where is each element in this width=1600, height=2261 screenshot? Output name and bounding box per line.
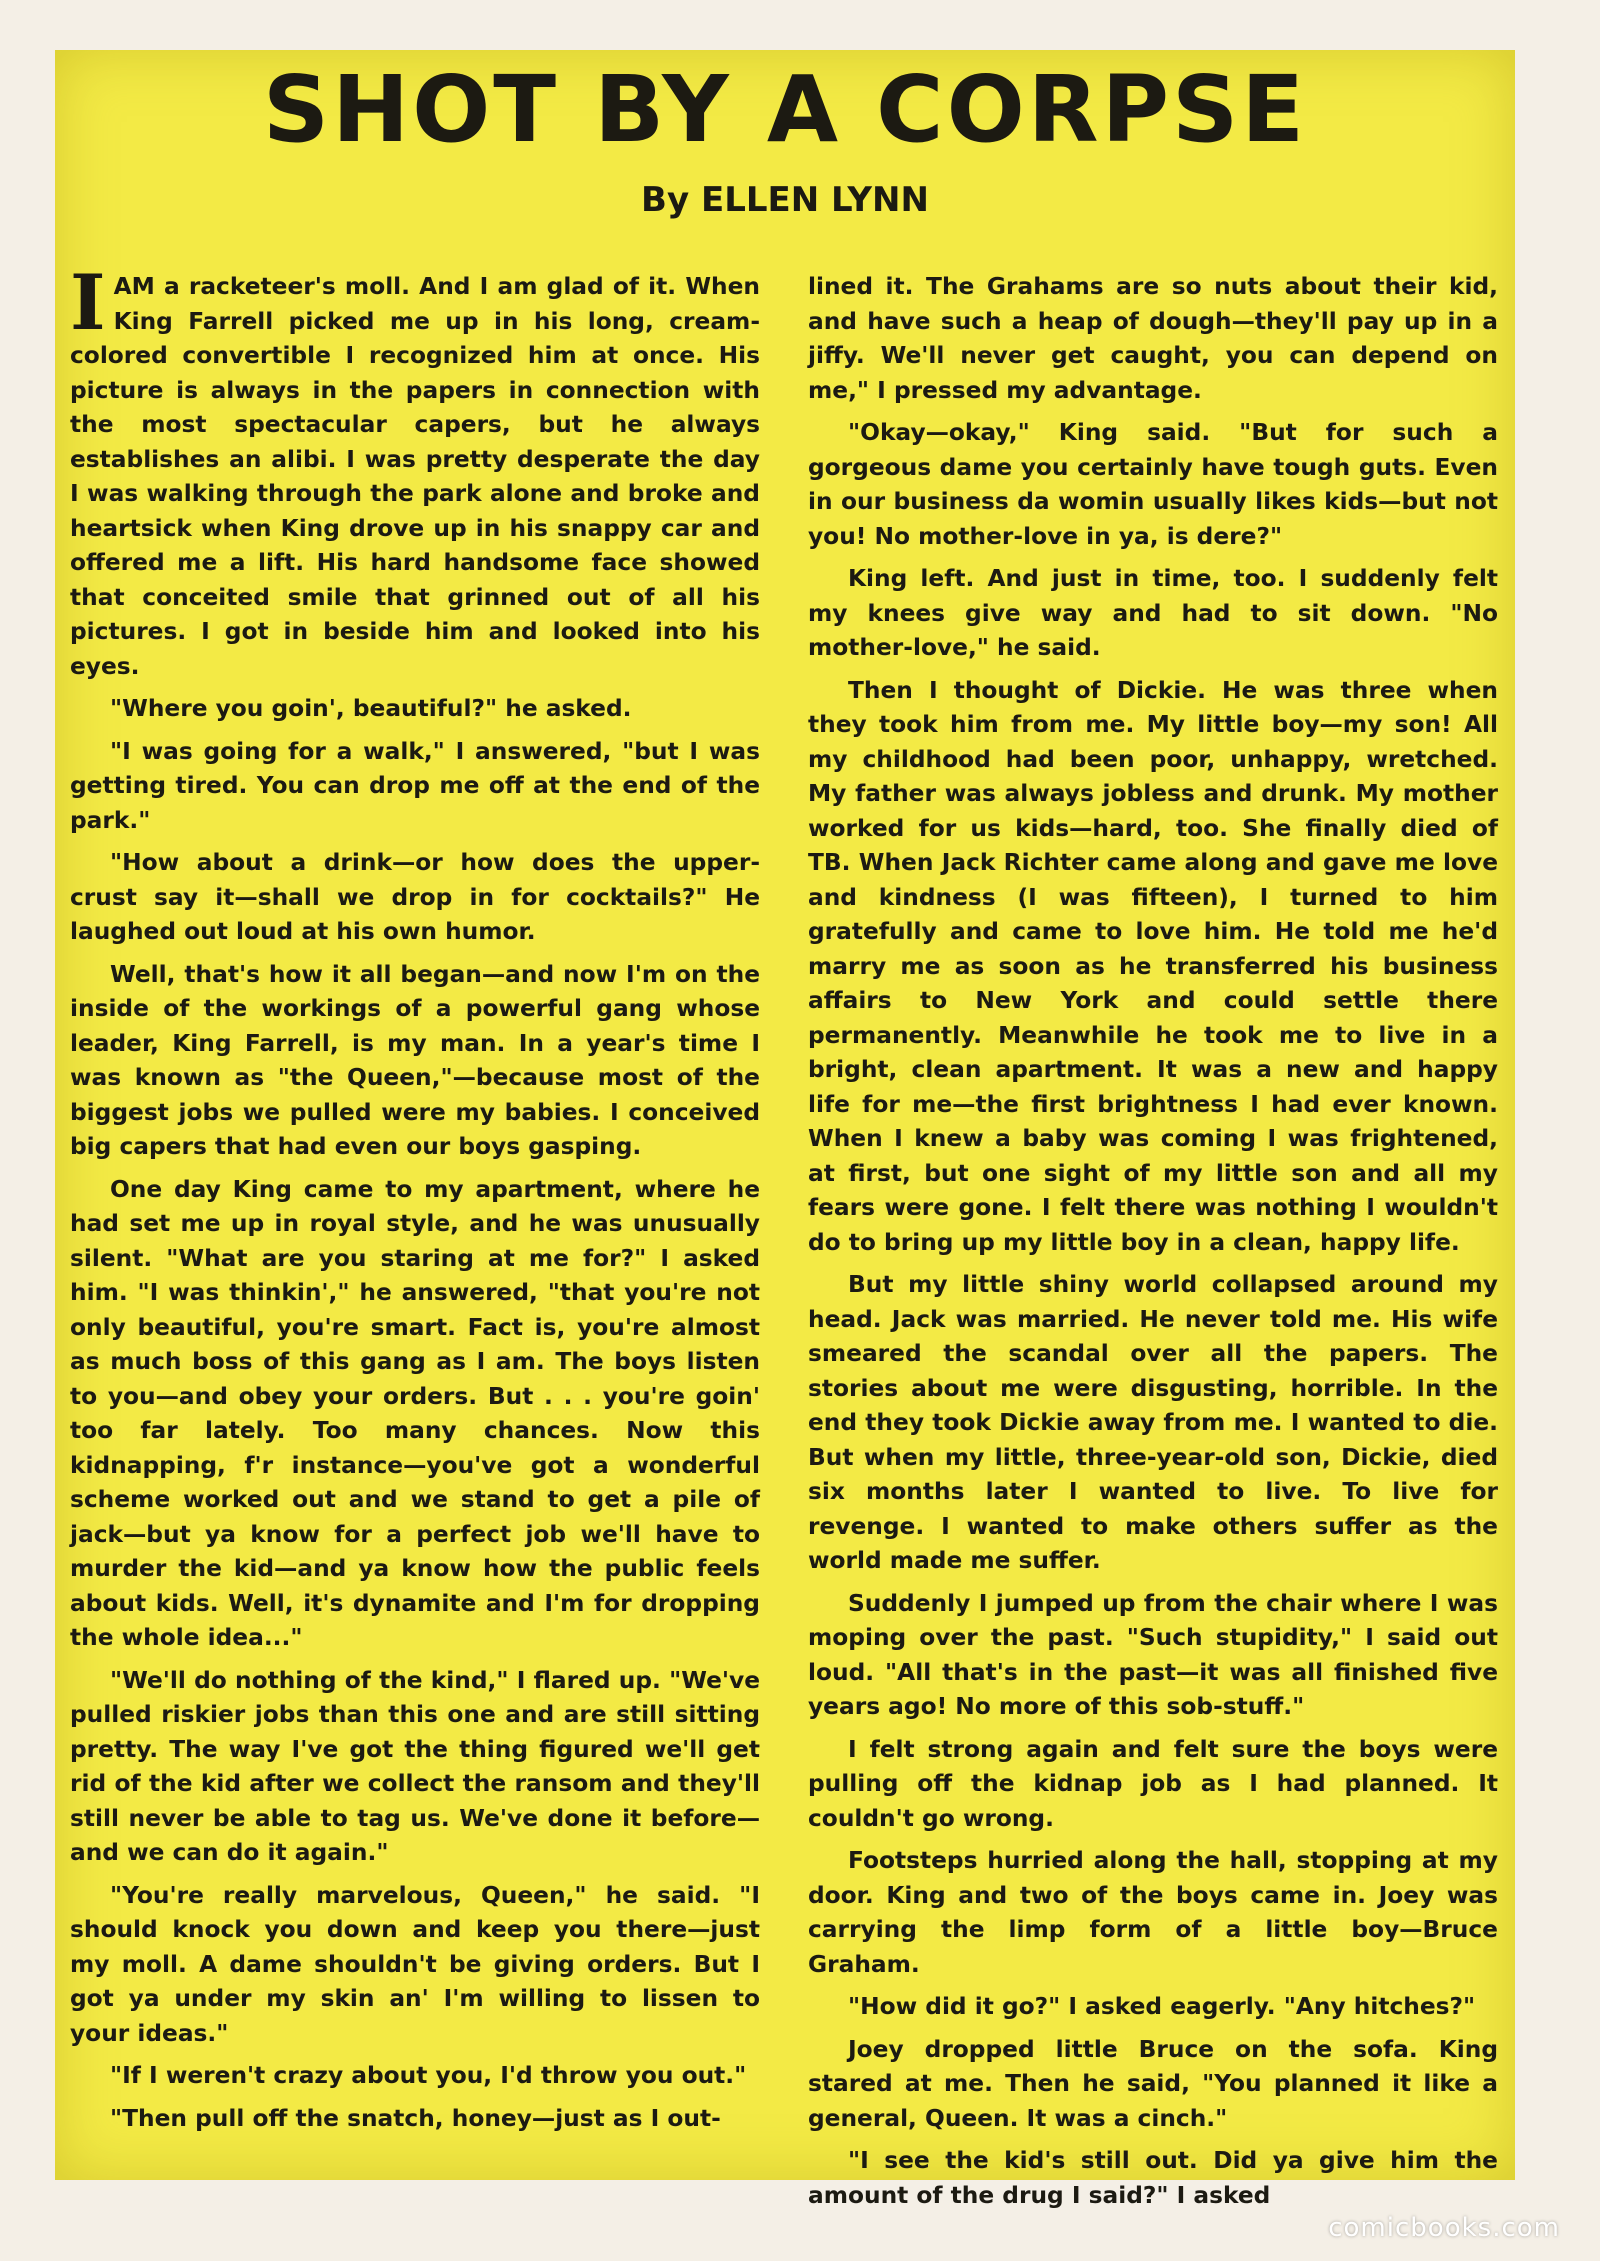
- paragraph: "If I weren't crazy about you, I'd throw you out.": [110, 2062, 747, 2089]
- paragraph: "How did it go?" I asked eagerly. "Any hitches?": [848, 1993, 1476, 2020]
- paragraph: Suddenly I jumped up from the chair where I was moping over the past. "Such stupidity," I said out loud. "All that's in the past—it was all finished five years ago! No more of this sob-stuff.": [808, 1589, 1498, 1720]
- byline: By ELLEN LYNN: [641, 180, 929, 220]
- paragraph: "Where you goin', beautiful?" he asked.: [110, 695, 632, 722]
- paragraph: I felt strong again and felt sure the boys were pulling off the kidnap job as I had planned. It couldn't go wrong.: [808, 1735, 1498, 1832]
- paragraph: "I was going for a walk," I answered, "but I was getting tired. You can drop me off at the end of the park.": [70, 737, 760, 834]
- story-title: SHOT BY A CORPSE: [262, 56, 1308, 163]
- paragraph: "Okay—okay," King said. "But for such a gorgeous dame you certainly have tough guts. Even in our business da womin usually likes kids—but not you! No mother-love in ya, is dere?": [808, 419, 1498, 550]
- paragraph: "Then pull off the snatch, honey—just as I out-: [110, 2104, 721, 2132]
- paragraph: Joey dropped little Bruce on the sofa. King stared at me. Then he said, "You planned it like a general, Queen. It was a cinch.": [808, 2035, 1498, 2132]
- paragraph: "We'll do nothing of the kind," I flared up. "We've pulled riskier jobs than this one and are still sitting pretty. The way I've got the thing figured we'll get rid of the kid after we collect the ransom and they'll still never be able to tag us. We've done it before—and we can do it again.": [70, 1666, 760, 1866]
- paragraph: But my little shiny world collapsed around my head. Jack was married. He never told me. His wife smeared the scandal over all the papers. The stories about me were disgusting, horrible. In the end they took Dickie away from me. I wanted to die. But when my little, three-year-old son, Dickie, died six months later I wanted to live. To live for revenge. I wanted to make others suffer as the world made me suffer.: [808, 1271, 1498, 1574]
- paragraph: Then I thought of Dickie. He was three when they took him from me. My little boy—my son! All my childhood had been poor, unhappy, wretched. My father was always jobless and drunk. My mother worked for us kids—hard, too. She finally died of TB. When Jack Richter came along and gave me love and kindness (I was fifteen), I turned to him gratefully and came to love him. He told me he'd marry me as soon as he transferred his business affairs to New York and could settle there permanently. Meanwhile he took me to live in a bright, clean apartment. It was a new and happy life for me—the first brightness I had ever known. When I knew a baby was coming I was frightened, at first, but one sight of my little son and all my fears were gone. I felt there was nothing I wouldn't do to bring up my little boy in a clean, happy life.: [808, 676, 1498, 1256]
- right-column: [808, 270, 1498, 2221]
- opening-paragraph-text: AM a racketeer's moll. And I am glad of it. When King Farrell picked me up in his long, cream-colored convertible I recognized him at once. His picture is always in the papers in connection with the most spectacular capers, but he always establishes an alibi. I was pretty desperate the day I was walking through the park alone and broke and heartsick when King drove up in his snappy car and offered me a lift. His hard handsome face showed that conceited smile that grinned out of all his pictures. I got in beside him and looked into his eyes.: [70, 273, 760, 680]
- left-column: [70, 258, 760, 2144]
- drop-cap: I: [70, 258, 106, 347]
- paragraph: One day King came to my apartment, where he had set me up in royal style, and he was unusually silent. "What are you staring at me for?" I asked him. "I was thinkin'," he answered, "that you're not only beautiful, you're smart. Fact is, you're almost as much boss of this gang as I am. The boys listen to you—and obey your orders. But . . . you're goin' too far lately. Too many chances. Now this kidnapping, f'r instance—you've got a wonderful scheme worked out and we stand to get a pile of jack—but ya know for a perfect job we'll have to murder the kid—and ya know how the public feels about kids. Well, it's dynamite and I'm for dropping the whole idea...": [70, 1175, 760, 1651]
- paragraph: "You're really marvelous, Queen," he said. "I should knock you down and keep you there—just my moll. A dame shouldn't be giving orders. But I got ya under my skin an' I'm willing to lissen to your ideas.": [70, 1881, 760, 2047]
- paragraph: Well, that's how it all began—and now I'm on the inside of the workings of a powerful gang whose leader, King Farrell, is my man. In a year's time I was known as "the Queen,"—because most of the biggest jobs we pulled were my babies. I conceived big capers that had even our boys gasping.: [70, 960, 760, 1160]
- continued-paragraph: lined it. The Grahams are so nuts about their kid, and have such a heap of dough—they'll pay up in a jiffy. We'll never get caught, you can depend on me," I pressed my advantage.: [808, 273, 1498, 404]
- paragraph: Footsteps hurried along the hall, stopping at my door. King and two of the boys came in. Joey was carrying the limp form of a little boy—Bruce Graham.: [808, 1847, 1498, 1978]
- paragraph: "I see the kid's still out. Did ya give him the amount of the drug I said?" I asked: [808, 2147, 1498, 2209]
- story-page: [55, 50, 1515, 2209]
- paragraph: King left. And just in time, too. I suddenly felt my knees give way and had to sit down. "No mother-love," he said.: [808, 565, 1498, 661]
- site-watermark: comicbooks.com: [1328, 2213, 1560, 2243]
- opening-paragraph: [70, 258, 760, 684]
- paragraph: "How about a drink—or how does the upper-crust say it—shall we drop in for cocktails?" He laughed out loud at his own humor.: [70, 849, 760, 945]
